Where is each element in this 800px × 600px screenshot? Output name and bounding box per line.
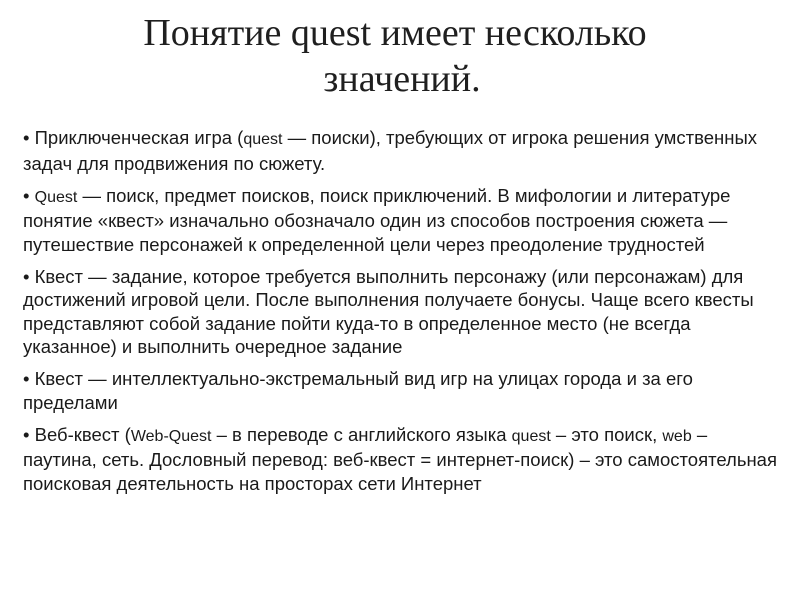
bullet-marker: • (23, 127, 35, 148)
bullet-item (23, 423, 783, 496)
bullet-text: Веб-квест ( (34, 423, 131, 445)
bullet-text: — поиск, предмет поисков, поиск приключений. В мифологии и литературе понятие «квест» изначально обозначало один из способов построения сюжета — путешествие персонажей к определенной цели через преодоление трудностей (23, 184, 731, 255)
bullet-marker: • (23, 184, 35, 206)
bullet-text: — поиски), требующих от игрока решения умственных задач для продвижения по сюжету. (23, 127, 757, 174)
bullet-marker: • (23, 368, 35, 389)
bullet-marker: • (23, 265, 35, 287)
bullet-list (23, 126, 783, 504)
bullet-item (23, 126, 783, 175)
slide-title (0, 10, 800, 102)
bullet-term: Quest (34, 188, 78, 206)
bullet-text: – это поиск, (550, 423, 663, 445)
bullet-term: web (662, 427, 692, 445)
slide-title-line-1: Понятие quest имеет несколько (143, 12, 647, 54)
bullet-marker: • (23, 423, 35, 445)
slide-title-line-2: значений. (323, 58, 481, 100)
bullet-term: quest (511, 427, 551, 445)
bullet-term: quest (243, 131, 283, 148)
bullet-term: Web-Quest (130, 427, 212, 445)
bullet-text: – в переводе с английского языка (211, 423, 512, 445)
bullet-text: Приключенческая игра ( (34, 127, 244, 148)
bullet-text: – паутина, сеть. Дословный перевод: веб-квест = интернет-поиск) – это самостоятельная поисковая деятельность на просторах сети Интернет (23, 423, 777, 494)
bullet-item (23, 367, 783, 414)
bullet-text: Квест — интеллектуально-экстремальный вид игр на улицах города и за его пределами (23, 368, 693, 413)
bullet-text: Квест — задание, которое требуется выполнить персонажу (или персонажам) для достижений игровой цели. После выполнения получаете бонусы. Чаще всего квесты представляют собой задание пойти куда-то в определенное место (не всегда указанное) и выполнить очередное задание (23, 265, 754, 357)
bullet-item (23, 184, 783, 257)
bullet-item (23, 265, 783, 359)
